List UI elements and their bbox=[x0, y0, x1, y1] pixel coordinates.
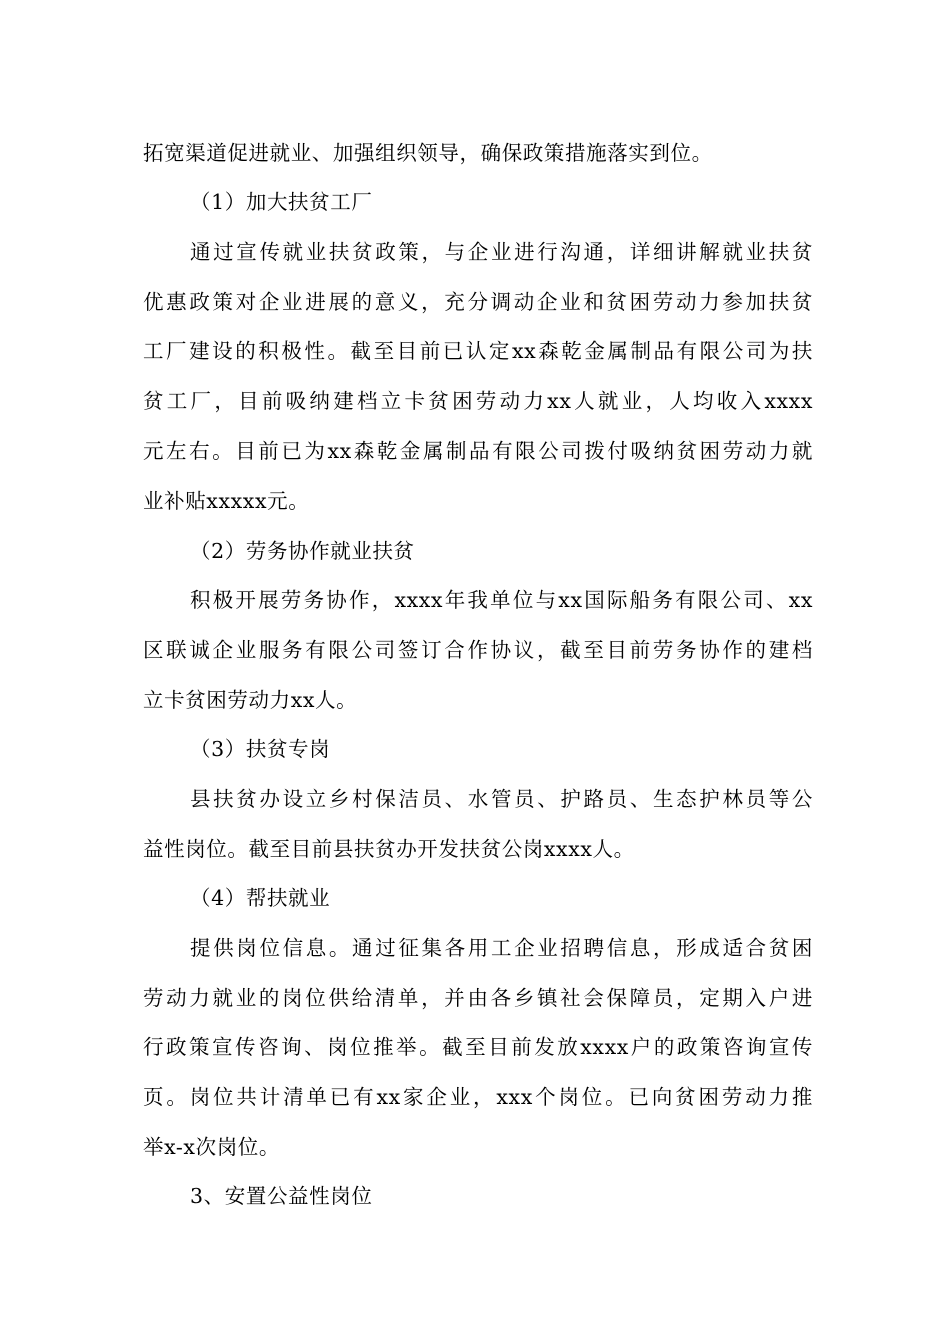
section-heading: （4）帮扶就业 bbox=[190, 886, 331, 910]
text-line: 元左右。目前已为xx森乾金属制品有限公司拨付吸纳贫困劳动力就 bbox=[143, 439, 813, 463]
text-line: 工厂建设的积极性。截至目前已认定xx森乾金属制品有限公司为扶 bbox=[143, 339, 813, 363]
text-line: 益性岗位。截至目前县扶贫办开发扶贫公岗xxxx人。 bbox=[143, 837, 635, 861]
text-line: 页。岗位共计清单已有xx家企业，xxx个岗位。已向贫困劳动力推 bbox=[143, 1085, 813, 1109]
text-line: 区联诚企业服务有限公司签订合作协议，截至目前劳务协作的建档 bbox=[143, 638, 813, 662]
text-line: 贫工厂，目前吸纳建档立卡贫困劳动力xx人就业，人均收入xxxx bbox=[143, 389, 813, 413]
text-line: 举x-x次岗位。 bbox=[143, 1135, 280, 1159]
section-heading: （3）扶贫专岗 bbox=[190, 737, 331, 761]
text-line: 提供岗位信息。通过征集各用工企业招聘信息，形成适合贫困 bbox=[190, 936, 813, 960]
text-line: 优惠政策对企业进展的意义，充分调动企业和贫困劳动力参加扶贫 bbox=[143, 290, 813, 314]
section-heading: 3、安置公益性岗位 bbox=[190, 1184, 373, 1208]
text-line: 劳动力就业的岗位供给清单，并由各乡镇社会保障员，定期入户进 bbox=[143, 986, 813, 1010]
text-line: 业补贴xxxxx元。 bbox=[143, 489, 310, 513]
text-line: 积极开展劳务协作，xxxx年我单位与xx国际船务有限公司、xx bbox=[190, 588, 813, 612]
text-line: 行政策宣传咨询、岗位推举。截至目前发放xxxx户的政策咨询宣传 bbox=[143, 1035, 813, 1059]
text-line: 县扶贫办设立乡村保洁员、水管员、护路员、生态护林员等公 bbox=[190, 787, 813, 811]
section-heading: （1）加大扶贫工厂 bbox=[190, 190, 373, 214]
text-line: 拓宽渠道促进就业、加强组织领导，确保政策措施落实到位。 bbox=[143, 141, 713, 165]
text-line: 立卡贫困劳动力xx人。 bbox=[143, 688, 358, 712]
text-line: 通过宣传就业扶贫政策，与企业进行沟通，详细讲解就业扶贫 bbox=[190, 240, 813, 264]
section-heading: （2）劳务协作就业扶贫 bbox=[190, 539, 415, 563]
